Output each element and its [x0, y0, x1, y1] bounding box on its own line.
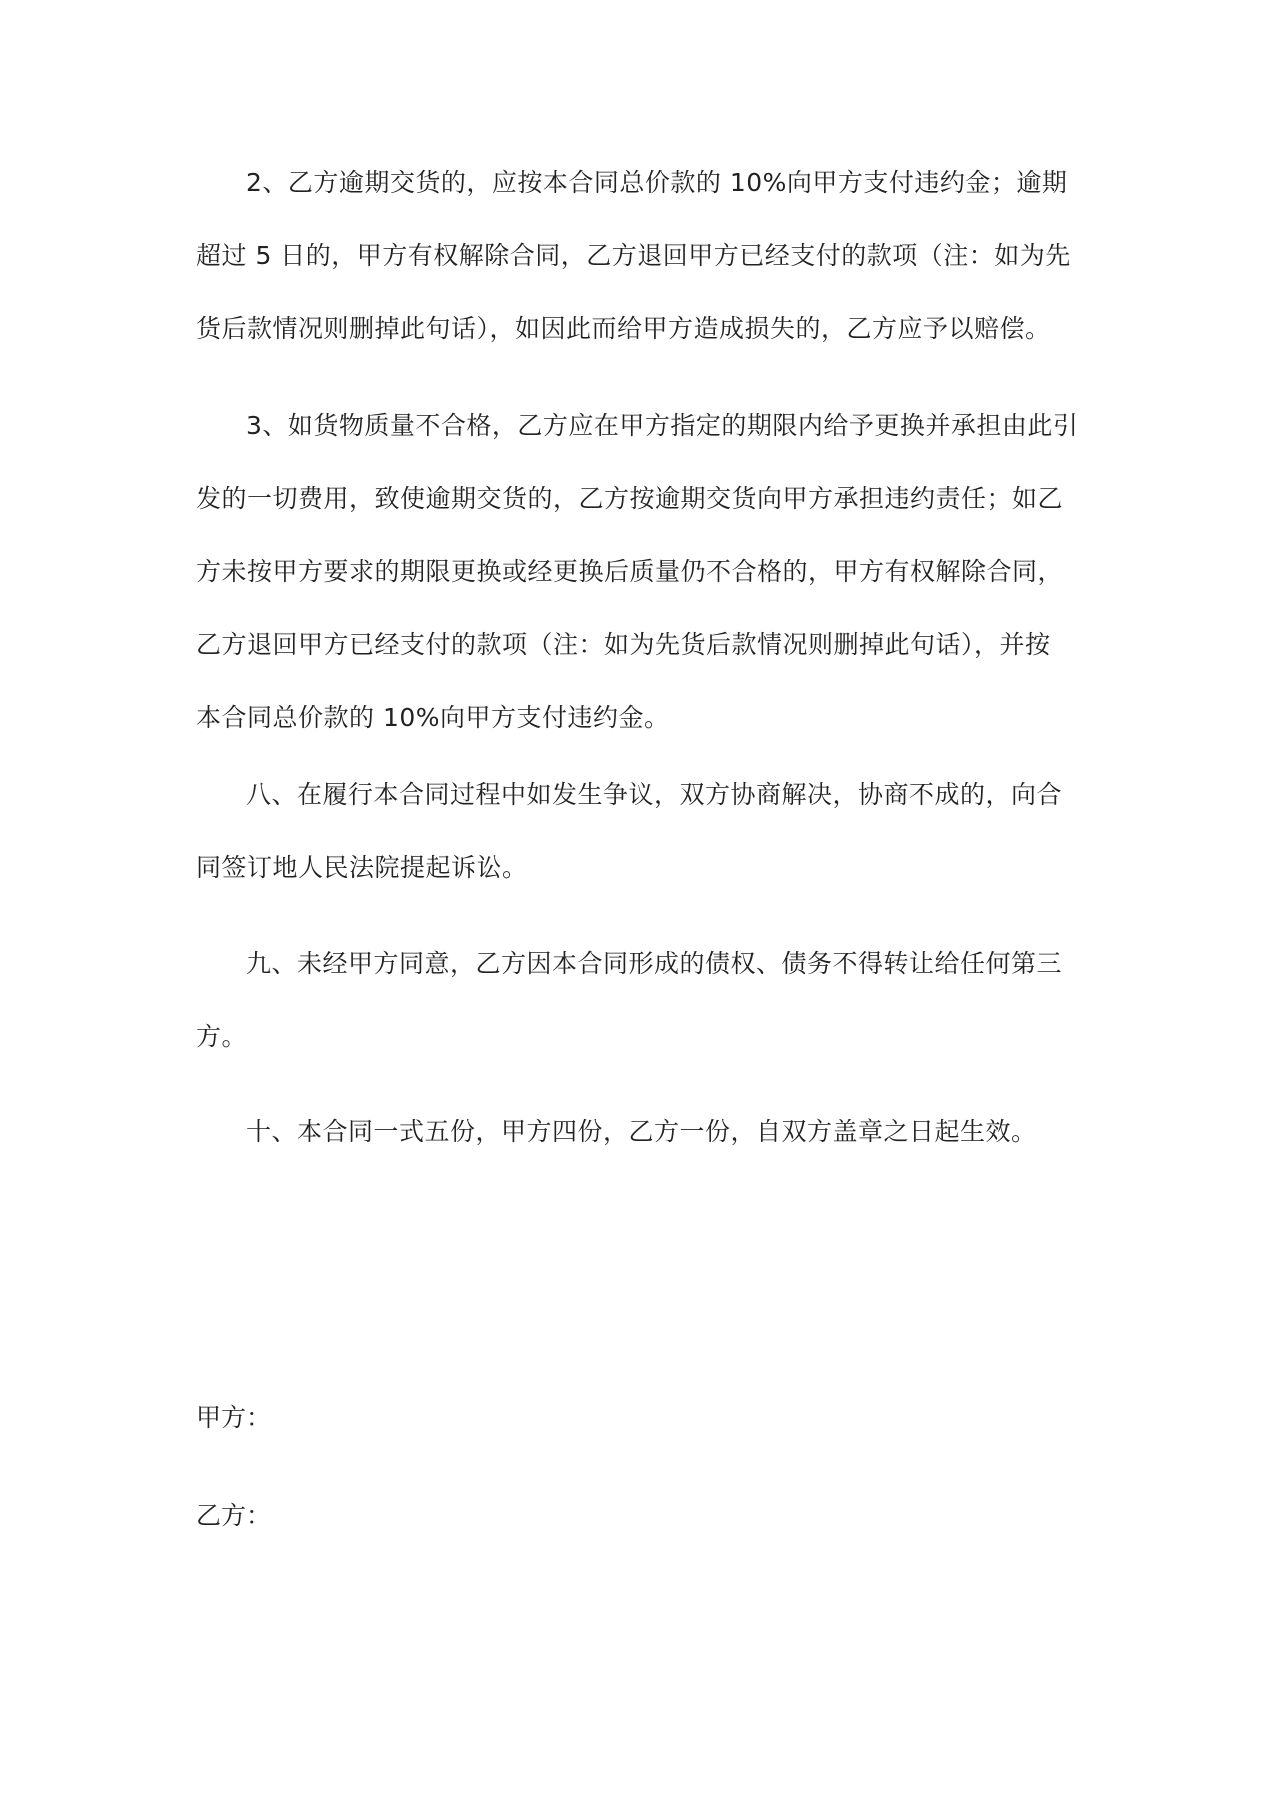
- clause-9: [196, 927, 1096, 1073]
- clause-3-line-5: 本合同总价款的 10%向甲方支付违约金。: [196, 703, 670, 732]
- clause-3-line-1: 3、如货物质量不合格，乙方应在甲方指定的期限内给予更换并承担由此引: [246, 411, 1079, 440]
- clause-2-line-2: 超过 5 日的，甲方有权解除合同，乙方退回甲方已经支付的款项（注：如为先: [196, 241, 1071, 270]
- party-b-signature-label: 乙方：: [196, 1501, 272, 1530]
- clause-3: [196, 389, 1096, 754]
- clause-8: [196, 758, 1096, 904]
- clause-2-line-1: 2、乙方逾期交货的，应按本合同总价款的 10%向甲方支付违约金；逾期: [246, 168, 1068, 197]
- party-a-signature-label: 甲方：: [196, 1403, 272, 1432]
- clause-3-line-3: 方未按甲方要求的期限更换或经更换后质量仍不合格的，甲方有权解除合同，: [196, 557, 1064, 586]
- clause-10-line-1: 十、本合同一式五份，甲方四份，乙方一份，自双方盖章之日起生效。: [246, 1117, 1037, 1146]
- clause-8-line-2: 同签订地人民法院提起诉讼。: [196, 853, 528, 882]
- clause-3-line-2: 发的一切费用，致使逾期交货的，乙方按逾期交货向甲方承担违约责任；如乙: [196, 484, 1064, 513]
- clause-3-line-4: 乙方退回甲方已经支付的款项（注：如为先货后款情况则删掉此句话），并按: [196, 630, 1051, 659]
- clause-8-line-1: 八、在履行本合同过程中如发生争议，双方协商解决，协商不成的，向合: [246, 780, 1063, 809]
- clause-2: [196, 146, 1096, 365]
- clause-9-line-2: 方。: [196, 1022, 248, 1051]
- clause-10: [196, 1095, 1096, 1168]
- clause-9-line-1: 九、未经甲方同意，乙方因本合同形成的债权、债务不得转让给任何第三: [246, 949, 1063, 978]
- clause-2-line-3: 货后款情况则删掉此句话），如因此而给甲方造成损失的，乙方应予以赔偿。: [196, 314, 1051, 343]
